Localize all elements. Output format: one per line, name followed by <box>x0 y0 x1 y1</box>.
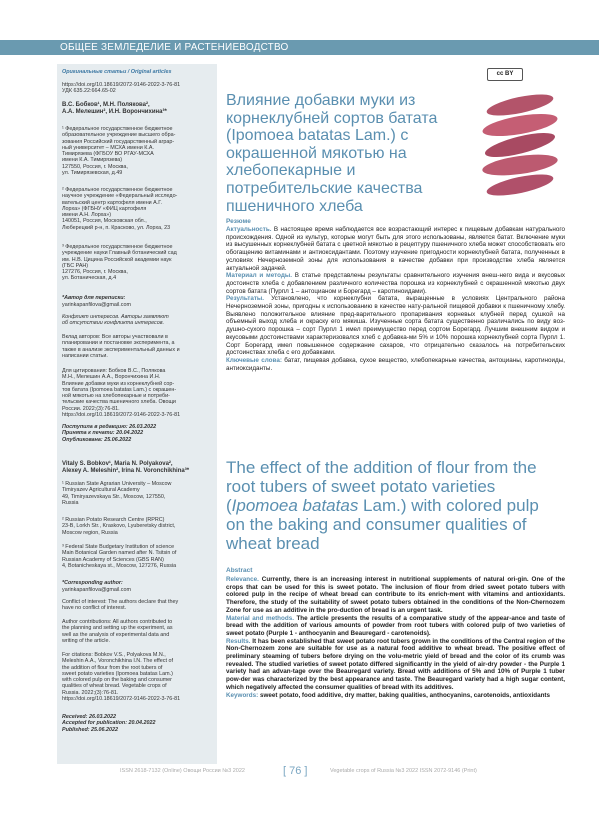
affiliation-1-en: ¹ Russian State Agrarian University – Moscow Timiryazev Agricultural Academy 49, Timiryazevskaya Str., Moscow, 127550, Russia <box>62 481 172 506</box>
corresponding-label-en: *Corresponding author: <box>62 580 123 586</box>
authors-ru: В.С. Бобков¹, М.Н. Полякова², А.А. Мелешин², И.Н. Ворончихина³* <box>62 102 167 115</box>
abstract-ru-heading: Резюме <box>226 218 251 225</box>
affiliation-3-ru: ³ Федеральное государственное бюджетное учреждение науки Главный ботанический сад им. Н.В. Цицина Российской академии наук (ГБС РАН) 127276, Россия, г. Москва, ул. Ботаническая, д.4 <box>62 244 177 282</box>
corresponding-email-ru[interactable]: yarinkapanfilova@gmail.com <box>62 302 131 308</box>
keywords-ru: батат, пищевая добавка, сухое вещество, хлебопекарные качества, антоцианы, каротиноиды, антиоксиданты. <box>226 356 565 372</box>
results-label-ru: Результаты. <box>226 295 265 303</box>
affiliation-2-en: ² Russian Potato Research Centre (RPRC) 23-B, Lorkh Str., Kraskovo, Lyuberetsky district, Moscow region, Russia <box>62 517 176 536</box>
results-ru: Установлено, что корнеклубни батата, выращенные в условиях Центрального района Нечерноземной зоны, пригодны к использованию в качестве нату-ральной пищевой добавки к пшеничному хлебу. Выявлено положительное влияние пред-варительного пропаривания корневых клубней перед сушкой на объемный выход хлеба и окраску его мякиша. Изученные сорта батата существенно различались по виду воз-душно-сухого порошка – сорт Пурпл 1 имел преимущество перед сортом Борегард. Лучшим внешним видом и вкусовыми достоинствами характеризовался хлеб с добавка-ми 5% и 10% порошка корнеклубней сорта Пурпл 1. Сорт Борегард имел повышенное содержание сахаров, что отрицательно сказалось на потребительских достоинствах хлеба с его добавками. <box>226 295 565 357</box>
relevance-label-ru: Актуальность. <box>226 226 272 233</box>
keywords-en: sweet potato, food additive, dry matter, baking qualities, anthocyanins, carotenoids, antioxidants <box>258 691 551 699</box>
section-title: ОБЩЕЕ ЗЕМЛЕДЕЛИЕ И РАСТЕНИЕВОДСТВО <box>60 42 289 53</box>
corresponding-label-ru: *Автор для переписки: <box>62 295 126 301</box>
keywords-label-ru: Ключевые слова: <box>226 356 282 364</box>
methods-label-en: Material and methods. <box>226 614 294 622</box>
conflict-ru: Конфликт интересов. Авторы заявляют об отсутствии конфликта интересов. <box>62 314 169 327</box>
article-type: Оригинальные статьи / Original articles <box>62 69 172 75</box>
citation-en: For citations: Bobkov V.S., Polyakova M.N., Meleshin A.A., Voronchikhina I.N. The effect of the addition of flour from the root tubers of sweet potato varieties (Ipomoea batatas Lam.) with colored pulp on the baking and consumer qualities of wheat bread. Vegetable crops of Russia. 2022;(3):76-81. https://doi.org/10.18619/2072-9146-2022-3-76-81 <box>62 652 181 703</box>
article-sidebar <box>57 64 217 764</box>
authors-en: Vitaly S. Bobkov¹, Maria N. Polyakova², Alexey A. Meleshin², Irina N. Voronchikhina³* <box>62 461 190 474</box>
relevance-ru: В настоящее время наблюдается все возрастающий интерес к пищевым добавкам натурального происхождения. Одной из культур, которые могут быть для этого использованы, является батат. Включение муки из высушенных корнеклубней батата с цветной мякотью в рецептуру пшеничного хлеба может способствовать его обогащению витаминами и антиоксидантами. Поэтому изучение пригодности корнеклубней батата, полученных в условиях Нечерноземной зоны для использования в качестве добавки при производстве хлеба является актуальной задачей. <box>226 226 565 272</box>
keywords-label-en: Keywords: <box>226 691 259 699</box>
affiliation-1-ru: ¹ Федеральное государственное бюджетное образовательное учреждение высшего обра- зования Российский государственный аграр- ный университет – МСХА имени К.А. Тимирязева (ФГБОУ ВО РГАУ-МСХА имени К.А. Тимирязева) 127550, Россия, г. Москва, ул. Тимирязевская, д.49 <box>62 126 176 177</box>
footer-issn-print: Vegetable crops of Russia №3 2022 ISSN 2072-9146 (Print) <box>330 768 477 774</box>
corresponding-email-en[interactable]: yarinkapanfilova@gmail.com <box>62 587 131 593</box>
cc-license-badge: cc BY <box>487 68 523 81</box>
page-number: [ 76 ] <box>283 765 308 777</box>
conflict-en: Conflict of interest: The authors declare that they have no conflict of interest. <box>62 599 179 612</box>
dates-ru: Поступила в редакцию: 26.03.2022 Принята к печати: 20.04.2022 Опубликована: 25.06.2022 <box>62 424 157 443</box>
methods-en: The article presents the results of a comparative study of the appear-ance and taste of bread with the addition of various amounts of powder from root tubers with colored pulp of two varieties of sweet potato (Purple 1 - anthocyanin and Beauregard - carotenoids). <box>226 614 565 637</box>
contributions-ru: Вклад авторов: Все авторы участвовали в планировании и постановке эксперимента, а также в анализе экспериментальный данных и написании статьи. <box>62 334 180 359</box>
results-label-en: Results. <box>226 637 251 645</box>
section-header-bar <box>0 40 599 55</box>
contributions-en: Author contributions: All authors contributed to the planning and setting up the experiment, as well as the analysis of experimental data and writing of the article. <box>62 619 173 644</box>
sweet-potato-photo <box>475 85 565 205</box>
footer-issn-online: ISSN 2618-7132 (Online) Овощи России №3 2022 <box>120 768 245 774</box>
relevance-en: Currently, there is an increasing interest in nutritional supplements of natural ori-gin. One of the crops that can be used for this is sweet potato. The inclusion of flour from dried sweet potato tubers with colored pulp in the recipe of wheat bread can contribute to its enrich-ment with vitamins and antioxidants. Therefore, the study of the suitability of sweet potato tubers obtained in the conditions of the Non-Chernozem Zone for use as an additive in the pro-duction of bread is an urgent task. <box>226 576 565 614</box>
methods-ru: В статье представлены результаты сравнительного изучения внеш-него вида и вкусовых достоинств хлеба с добавлением различного количества порошка из корнеклубней с окрашенной мякотью двух сортов батата (Пурпл 1 – антоцианом и Борегард – каротиноидами). <box>226 272 565 295</box>
abstract-en <box>226 576 565 699</box>
affiliation-3-en: ³ Federal State Budgetary Institution of science Main Botanical Garden named after N. Tsitsin of Russian Academy of Sciences (GBS RAN) 4, Botanicheskaya st., Moscow, 127276, Russia <box>62 544 177 569</box>
doi-ru[interactable]: https://doi.org/10.18619/2072-9146-2022-3-76-81 УДК 635.22:664.65-02 <box>62 82 181 95</box>
methods-label-ru: Материал и методы. <box>226 272 293 280</box>
citation-ru: Для цитирования: Бобков В.С., Полякова М.Н., Мелешин А.А., Ворончихина И.Н. Влияние добавки муки из корнеклубней сор- тов батата (Ipomoea batatas Lam.) с окрашен- ной мякотью на хлебопекарные и потреби- тельские качества пшеничного хлеба. Овощи России. 2022;(3):76-81. https://doi.org/10.18619/2072-9146-2022-3-76-81 <box>62 368 181 419</box>
article-title-ru: Влияние добавки муки из корнеклубней сортов батата (Ipomoea batatas Lam.) с окрашенной мякотью на хлебопекарные и потребительские качества пшеничного хлеба <box>226 92 438 215</box>
relevance-label-en: Relevance. <box>226 576 259 583</box>
abstract-en-heading: Abstract <box>226 567 253 574</box>
results-en: It has been established that sweet potato root tubers grown in the conditions of the Central region of the Non-Chernozem zone are suitable for use as a natural food additive to wheat bread. The positive effect of preliminary steaming of tubers before drying on the volu-metric yield of bread and the color of its crumb was revealed. The studied varieties of sweet potato differed significantly in the yield of air-dry powder - the Purple 1 variety had an advan-tage over the Beauregard variety. Bread with additions of 5% and 10% of Purple 1 tuber pow-der was characterized by the best appearance and taste. The Beauregard variety had a high sugar content, which negatively affected the consumer qualities of bread with its additives. <box>226 637 566 691</box>
abstract-ru <box>226 226 565 372</box>
dates-en: Received: 26.03.2022 Accepted for publication: 20.04.2022 Published: 25.06.2022 <box>62 714 156 733</box>
affiliation-2-ru: ² Федеральное государственное бюджетное научное учреждение «Федеральный исследо- вательский центр картофеля имени А.Г. Лорха» (ФГБНУ «ФИЦ картофеля имени А.Н. Лорха») 140051, Россия, Московская обл., Люберецкий р-н, п. Красково, ул. Лорха, 23 <box>62 187 178 231</box>
article-title-en: The effect of the addition of flour from the root tubers of sweet potato varieties (Ipomoea batatas Lam.) with colored pulp on the baking and consumer qualities of wheat bread <box>226 458 539 553</box>
